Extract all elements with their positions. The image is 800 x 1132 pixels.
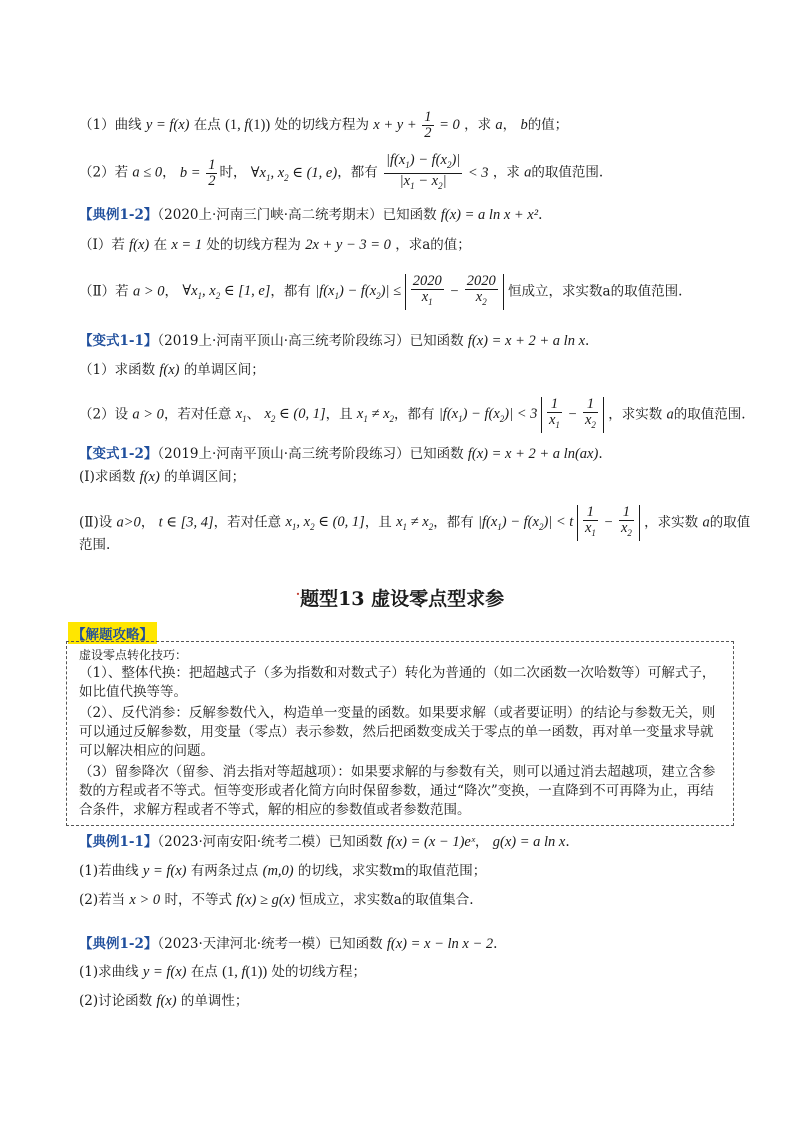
example-1-2b-header: 【典例1-2】（2023·天津河北·统考一模）已知函数 f(x) = x − ln x − 2. — [79, 936, 498, 952]
example-1-2-part-ii: （Ⅱ）若 a > 0， $\forall x_1$, $x_2$ ∈ [1, e]，都有 $|f(x_1) - f(x_2)|$ ≤ $\frac{2020}{x_1}$ − $\frac{2020}{x_2}$ 恒成立，求实数a的取值范围. — [79, 274, 682, 310]
strategy-box — [66, 641, 734, 826]
strategy-heading: 虚设零点转化技巧： — [79, 648, 188, 662]
math-point: (1, f(1)) — [225, 116, 271, 133]
strategy-tag: 【解题攻略】 — [68, 622, 157, 644]
problem-part2-line: （2）若 a ≤ 0， b = $\frac{1}{2}$ 时， $\forall x_1$, $x_2$ ∈ (1, e)，都有 $\frac{|f(x_1) - f(x_2)|}{|x_1 - x_2|}$ < 3 ，求 a的取值范围. — [79, 152, 604, 191]
example-1-2b-part2: (2)讨论函数 f(x) 的单调性； — [79, 993, 249, 1009]
example-1-2-part-i: （Ⅰ）若 f(x) 在 x = 1 处的切线方程为 2x + y − 3 = 0 ，求a的值； — [79, 237, 471, 253]
math-tangent-eq: x + y + $\frac{1}{2}$ = 0 — [373, 109, 460, 141]
example-1-1-part1: (1)若曲线 y = f(x) 有两条过点 (m,0) 的切线，求实数m的取值范围； — [79, 863, 487, 879]
variant-1-1-part2: （2）设 a > 0，若对任意 $x_1$、 $x_2$ ∈ (0, 1]，且 $x_1 \ne x_2$，都有 $|f(x_1) - f(x_2)| < 3$ $\frac{1}{x_1}$ − $\frac{1}{x_2}$ ，求实数 a的取值范围. — [79, 397, 746, 433]
example-1-2-header: 【典例1-2】（2020上·河南三门峡·高二统考期末）已知函数 f(x) = a ln x + x². — [79, 207, 543, 223]
strategy-p1: （1）、整体代换：把超越式子（多为指数和对数式子）转化为普通的（如二次函数一次哈数等）可解式子，如比值代换等等。 — [79, 665, 716, 700]
example-1-1-part2: (2)若当 x > 0 时，不等式 f(x) ≥ g(x) 恒成立，求实数a的取值集合. — [79, 892, 474, 908]
example-1-1-header: 【典例1-1】（2023·河南安阳·统考二模）已知函数 f(x) = (x − 1)eˣ， g(x) = a ln x. — [79, 834, 570, 850]
variant-1-2-header: 【变式1-2】（2019上·河南平顶山·高三统考阶段练习）已知函数 f(x) = x + 2 + a ln(ax). — [79, 446, 603, 462]
math-curve: y = f(x) — [145, 116, 190, 133]
section-title: .题型13 虚设零点型求参 — [295, 584, 505, 610]
variant-1-1-part1: （1）求函数 f(x) 的单调区间； — [79, 362, 265, 378]
strategy-p2: （2）、反代消参：反解参数代入，构造单一变量的函数。如果要求解（或者要证明）的结论与参数无关，则可以通过反解参数，用变量（零点）表示参数，然后把函数变成关于零点的单一函数，再对单一变量求导就可以解决相应的问题。 — [79, 705, 716, 759]
variant-1-1-header: 【变式1-1】（2019上·河南平顶山·高三统考阶段练习）已知函数 f(x) = x + 2 + a ln x. — [79, 333, 590, 349]
variant-1-2-part-ii: (Ⅱ)设 a>0， t ∈ [3, 4]，若对任意 $x_1$, $x_2$ ∈ (0, 1]，且 $x_1 \ne x_2$，都有 $|f(x_1) - f(x_2)| < t$ $\frac{1}{x_1}$ − $\frac{1}{x_2}$ ，求实数 a的取值 — [79, 505, 750, 541]
example-1-2b-part1: (1)求曲线 y = f(x) 在点 (1, f(1)) 处的切线方程； — [79, 964, 367, 980]
problem-part1-line: （1）曲线 y = f(x) 在点 (1, f(1)) 处的切线方程为 x + y + $\frac{1}{2}$ = 0 ，求 a， b的值； — [79, 109, 569, 141]
variant-1-2-part-i: (Ⅰ)求函数 f(x) 的单调区间； — [79, 469, 246, 485]
strategy-p3: （3）留参降次（留参、消去指对等超越项）：如果要求解的与参数有关，则可以通过消去超越项，建立含参数的方程或者不等式。恒等变形或者化简方向时保留参数，通过“降次”变换，一直降到不可再降为止，再结合条件，求解方程或者不等式，解的相应的参数值或者参数范围。 — [79, 764, 716, 818]
variant-1-2-part-ii-cont: 范围. — [79, 537, 111, 553]
math-inequality: $\frac{|f(x_1) - f(x_2)|}{|x_1 - x_2|}$ < 3 — [386, 152, 489, 191]
